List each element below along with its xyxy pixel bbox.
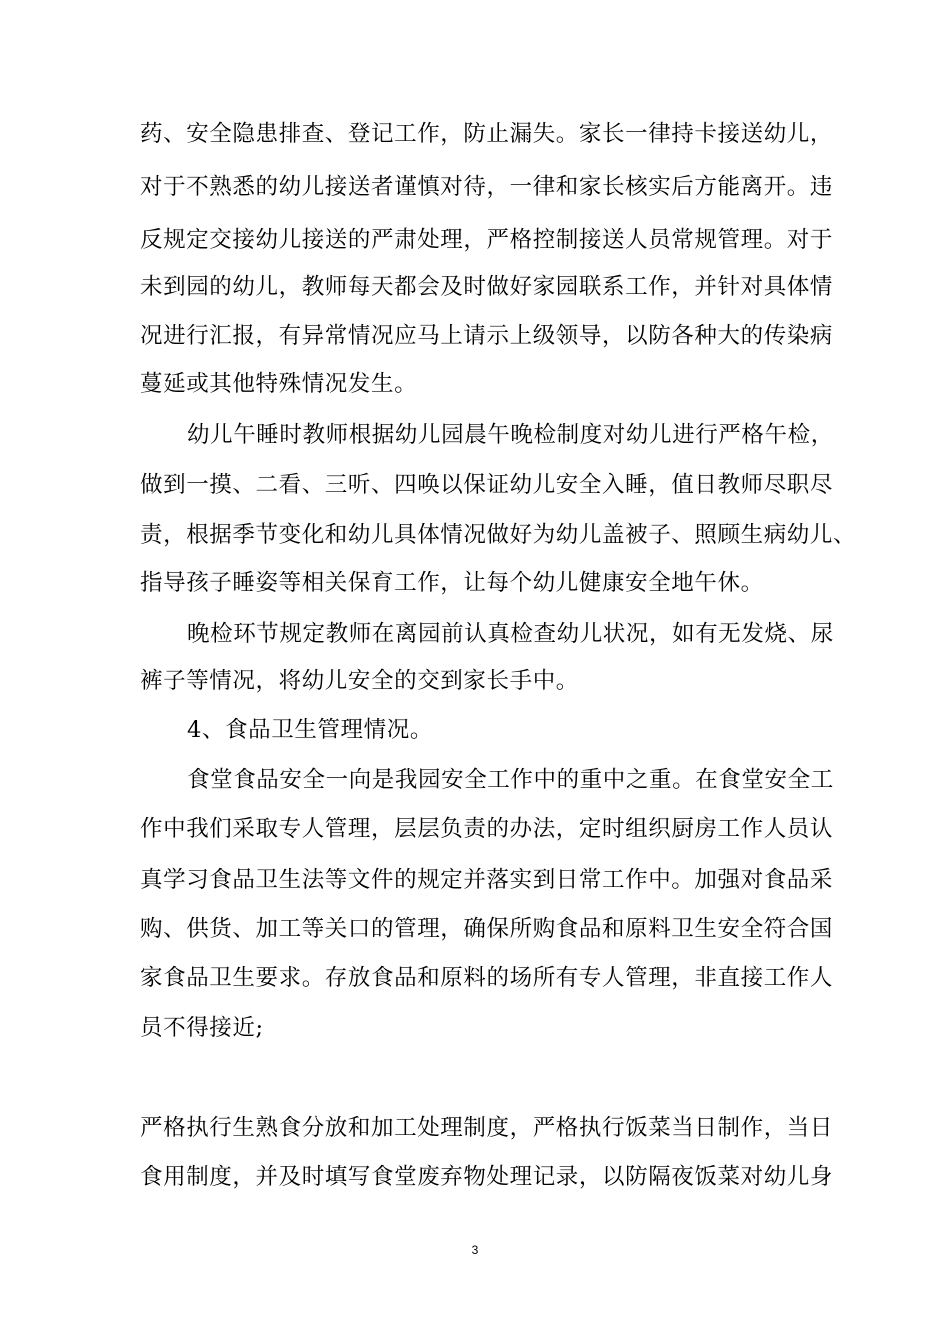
text-line: 食用制度，并及时填写食堂废弃物处理记录，以防隔夜饭菜对幼儿身: [140, 1164, 834, 1190]
text-line: 况进行汇报，有异常情况应马上请示上级领导，以防各种大的传染病: [140, 323, 834, 349]
text-line: 食堂食品安全一向是我园安全工作中的重中之重。在食堂安全工: [187, 767, 834, 793]
text-line: 晚检环节规定教师在离园前认真检查幼儿状况，如有无发烧、尿: [187, 621, 834, 647]
text-line: 严格执行生熟食分放和加工处理制度，严格执行饭菜当日制作，当日: [140, 1115, 834, 1141]
text-line: 反规定交接幼儿接送的严肃处理，严格控制接送人员常规管理。对于: [140, 227, 834, 253]
text-line: 对于不熟悉的幼儿接送者谨慎对待，一律和家长核实后方能离开。违: [140, 174, 834, 200]
text-line: 作中我们采取专人管理，层层负责的办法，定时组织厨房工作人员认: [140, 816, 834, 842]
text-line: 裤子等情况，将幼儿安全的交到家长手中。: [140, 668, 579, 694]
text-line: 购、供货、加工等关口的管理，确保所购食品和原料卫生安全符合国: [140, 916, 834, 942]
section-heading: 4、食品卫生管理情况。: [187, 717, 433, 743]
text-line: 指导孩子睡姿等相关保育工作，让每个幼儿健康安全地午休。: [140, 570, 764, 596]
text-line: 真学习食品卫生法等文件的规定并落实到日常工作中。加强对食品采: [140, 867, 834, 893]
text-line: 幼儿午睡时教师根据幼儿园晨午晚检制度对幼儿进行严格午检，: [187, 422, 834, 448]
text-line: 员不得接近;: [140, 1015, 264, 1041]
text-line: 未到园的幼儿，教师每天都会及时做好家园联系工作，并针对具体情: [140, 274, 834, 300]
page-number: 3: [471, 1243, 479, 1257]
text-line: 责，根据季节变化和幼儿具体情况做好为幼儿盖被子、照顾生病幼儿、: [140, 522, 857, 548]
text-line: 做到一摸、二看、三听、四唤以保证幼儿安全入睡，值日教师尽职尽: [140, 472, 834, 498]
text-line: 蔓延或其他特殊情况发生。: [140, 371, 418, 397]
text-line: 家食品卫生要求。存放食品和原料的场所有专人管理，非直接工作人: [140, 965, 834, 991]
text-line: 药、安全隐患排查、登记工作，防止漏失。家长一律持卡接送幼儿，: [140, 121, 834, 147]
